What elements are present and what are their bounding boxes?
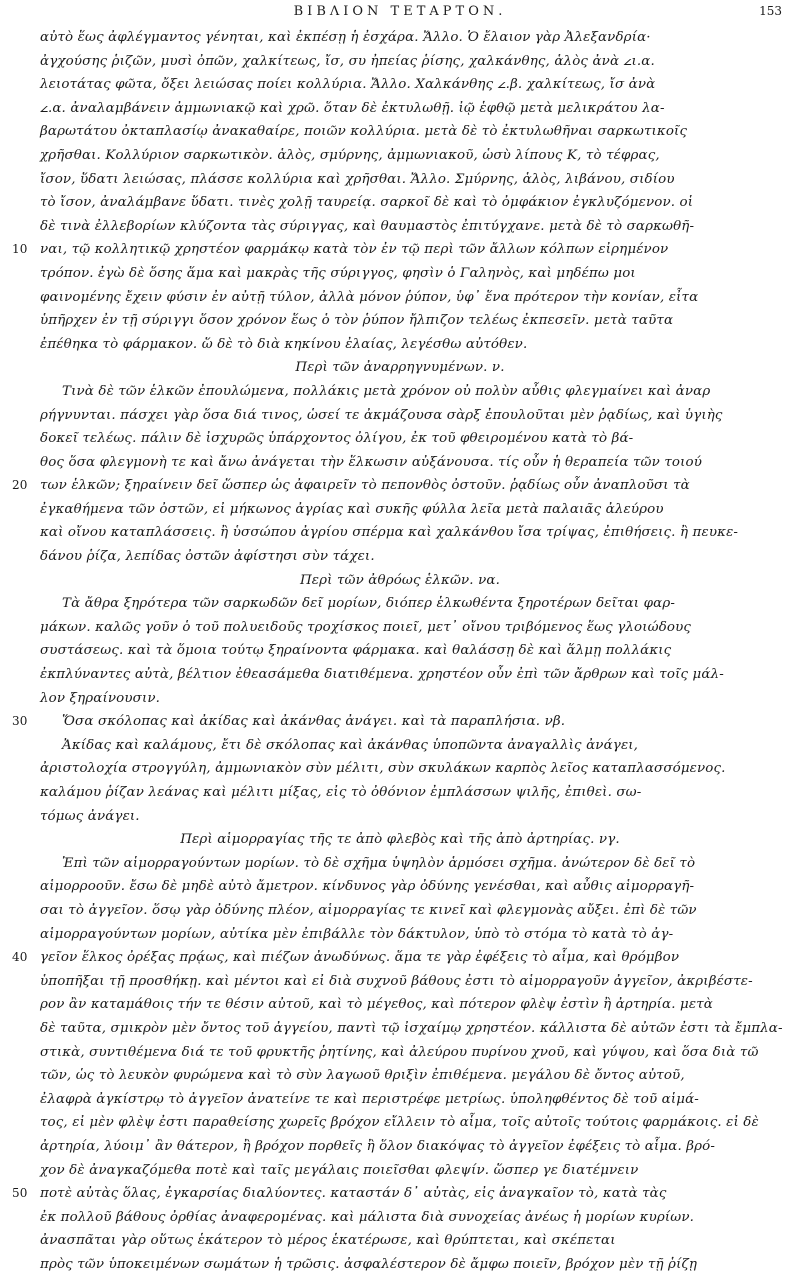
line-text: ἐπέθηκα τὸ φάρμακον. ὥ δὲ τὸ διὰ κηκίνου ἐλαίας, λεγέσθω αὐτόθεν. bbox=[40, 336, 528, 352]
text-line bbox=[40, 404, 760, 428]
text-line bbox=[40, 1041, 760, 1065]
text-line bbox=[40, 498, 760, 522]
line-text: ὑπῆρχεν ἐν τῇ σύριγγι ὅσον χρόνον ἕως ὁ τὸν ῥύπον ἤλπιζον τελέως ἐκπεσεῖν. μετὰ ταῦτα bbox=[40, 313, 674, 329]
text-line bbox=[40, 1253, 760, 1276]
line-text: ἀνασπᾶται γὰρ οὕτως ἑκάτερον τὸ μέρος ἑκατέρωσε, καὶ θρύπτεται, καὶ σκέπεται bbox=[40, 1233, 616, 1249]
line-text: Τινὰ δὲ τῶν ἑλκῶν ἐπουλώμενα, πολλάκις μετὰ χρόνον οὐ πολὺν αὖθις φλεγμαίνει καὶ ἀναρ bbox=[62, 383, 711, 399]
text-line bbox=[40, 333, 760, 357]
line-text: τρόπον. ἐγὼ δὲ ὅσης ἅμα καὶ μακρὰς τῆς σύριγγος, φησὶν ὁ Γαληνὸς, καὶ μηδέπω μοι bbox=[40, 265, 636, 281]
line-text: ἐκπλύναντες αὐτὰ, βέλτιον ἐθεασάμεθα διατιθέμενα. χρηστέον οὖν ἐπὶ τῶν ἄρθρων καὶ τοῖς μάλ- bbox=[40, 667, 724, 683]
text-line bbox=[12, 946, 760, 970]
line-text: τῶν, ὡς τὸ λευκὸν φυρώμενα καὶ τὸ σὺν λαγωοῦ θριξὶν ἐπιθέμενα. μεγάλου δὲ ὄντος αὐτοῦ, bbox=[40, 1068, 685, 1084]
text-line bbox=[40, 663, 760, 687]
line-text: αἱμορροοῦν. ἔσω δὲ μηδὲ αὐτὸ ἄμετρον. κίνδυνος γὰρ ὀδύνης γενέσθαι, καὶ αὖθις αἱμορραγῆ- bbox=[40, 879, 695, 895]
line-text: Ὅσα σκόλοπας καὶ ἀκίδας καὶ ἀκάνθας ἀνάγει. καὶ τὰ παραπλήσια. νβ. bbox=[62, 714, 566, 730]
text-line bbox=[40, 168, 760, 192]
line-text: ἐκ πολλοῦ βάθους ὀρθίας ἀναφερομένας. καὶ μάλιστα διὰ συνοχείας ἀνέως ἡ μορίων κυρίων. bbox=[40, 1209, 695, 1225]
line-text: ἀγχούσης ῥιζῶν, μυσὶ ὀπῶν, χαλκίτεως, ἴσ, συ ἠπείας ῥίσης, χαλκάνθης, ἁλὸς ἀνὰ 𐅵ι.α. bbox=[40, 53, 655, 69]
line-text: φαινομένης ἔχειν φύσιν ἐν αὐτῇ τύλον, ἀλλὰ μόνον ῥύπον, ὑφ᾽ ἕνα πρότερον τὴν κονίαν, εἶτα bbox=[40, 289, 699, 305]
line-text: χρῆσθαι. Κολλύριον σαρκωτικὸν. ἁλὸς, σμύρνης, ἀμμωνιακοῦ, ὡσὺ λίπους Κ, τὸ τέφρας, bbox=[40, 147, 660, 163]
section-heading bbox=[40, 569, 760, 593]
line-text: ἀριστολοχία στρογγύλη, ἀμμωνιακὸν σὺν μέλιτι, σὺν σκυλάκων καρπὸς λεῖος καταπλασσόμενος. bbox=[40, 761, 726, 777]
text-line bbox=[40, 97, 760, 121]
text-line bbox=[40, 50, 760, 74]
text-line bbox=[40, 451, 760, 475]
line-text: γεῖον ἕλκος ὀρέξας πρᾴως, καὶ πιέζων ἀνωδύνως. ἅμα τε γὰρ ἐφέξεις τὸ αἷμα, καὶ θρόμβον bbox=[40, 950, 680, 966]
running-title: ΒΙΒΛΙΟΝ ΤΕΤΑΡΤΟΝ. bbox=[293, 4, 507, 19]
text-line bbox=[40, 215, 760, 239]
text-line bbox=[12, 710, 760, 734]
line-text: λον ξηραίνουσιν. bbox=[40, 690, 161, 706]
line-text: καλάμου ῥίζαν λεάνας καὶ μέλιτι μίξας, εἰς τὸ ὀθόνιον ἐμπλάσσων ψιλῆς, ἐπιθεὶ. σω- bbox=[40, 785, 642, 800]
line-text: τὸ ἴσον, ἀναλάμβανε ὕδατι. τινὲς χολῇ ταυρείᾳ. σαρκοῖ δὲ καὶ τὸ ὀμφάκιον ἐγκλυζόμενον. οἱ bbox=[40, 195, 694, 211]
text-line bbox=[40, 899, 760, 923]
text-line bbox=[40, 639, 760, 663]
line-text: Περὶ τῶν ἀναρρηγνυμένων. ν. bbox=[295, 360, 505, 376]
text-line bbox=[40, 380, 760, 404]
text-line bbox=[40, 262, 760, 286]
text-line bbox=[40, 616, 760, 640]
line-text: Περὶ αἱμορραγίας τῆς τε ἀπὸ φλεβὸς καὶ τῆς ἀπὸ ἀρτηρίας. νγ. bbox=[180, 832, 620, 848]
line-text: ἐλαφρὰ ἀγκίστρῳ τὸ ἀγγεῖον ἀνατείνε τε καὶ περιστρέφε μετρίως. ὑποληφθέντος δὲ τοῦ αἱμά- bbox=[40, 1091, 699, 1107]
text-line bbox=[40, 970, 760, 994]
text-line bbox=[40, 592, 760, 616]
text-line bbox=[40, 734, 760, 758]
text-line bbox=[40, 1111, 760, 1135]
line-text: τος, εἰ μὲν φλὲψ ἐστι παραθείσης χωρεῖς βρόχον εἴλλειν τὸ αἷμα, τοῖς αὐτοῖς τούτοις φαρμάκοις. εἰ δὲ bbox=[40, 1115, 759, 1131]
text-line bbox=[40, 781, 760, 805]
line-text: Ἀκίδας καὶ καλάμους, ἔτι δὲ σκόλοπας καὶ ἀκάνθας ὑποπῶντα ἀναγαλλὶς ἀνάγει, bbox=[62, 737, 639, 753]
text-line bbox=[12, 238, 760, 262]
line-text: Ἐπὶ τῶν αἱμορραγούντων μορίων. τὸ δὲ σχῆμα ὑψηλὸν ἁρμόσει σχῆμα. ἀνώτερον δὲ δεῖ τὸ bbox=[62, 855, 696, 871]
line-text: μάκων. καλῶς γοῦν ὁ τοῦ πολυειδοῦς τροχίσκος ποιεῖ, μετ᾽ οἴνου τριβόμενος ἕως γλοιώδους bbox=[40, 619, 692, 635]
line-text: συστάσεως. καὶ τὰ ὅμοια τούτῳ ξηραίνοντα φάρμακα. καὶ θαλάσσῃ δὲ καὶ ἅλμῃ πολλάκις bbox=[40, 643, 672, 659]
line-text: σαι τὸ ἀγγεῖον. ὅσῳ γὰρ ὀδύνης πλέον, αἱμορραγίας τε κινεῖ καὶ φλεγμονὰς αὔξει. ἐπὶ δὲ τῶν bbox=[40, 902, 697, 918]
text-line bbox=[40, 875, 760, 899]
line-text: καὶ οἴνου καταπλάσσεις. ἢ ὑσσώπου ἀγρίου σπέρμα καὶ χαλκάνθου ἴσα τρίψας, ἐπιθήσεις. ἢ πευκε- bbox=[40, 525, 739, 541]
text-line bbox=[40, 1088, 760, 1112]
text-line bbox=[40, 120, 760, 144]
text-line bbox=[40, 923, 760, 947]
section-heading bbox=[40, 356, 760, 380]
line-text: 𐅵.α. ἀναλαμβάνειν ἀμμωνιακῷ καὶ χρῶ. ὅταν δὲ ἐκτυλωθῇ. ἰῷ ἑφθῷ μετὰ μελικράτου λα- bbox=[40, 100, 665, 116]
line-text: αὐτὸ ἕως ἀφλέγμαντος γένηται, καὶ ἐκπέσῃ ἡ ἐσχάρα. Ἄλλο. Ὁ ἔλαιον γὰρ Ἀλεξανδρία· bbox=[40, 30, 651, 45]
text-line bbox=[40, 286, 760, 310]
text-line bbox=[12, 1182, 760, 1206]
line-text: ὑποπῆξαι τῇ προσθήκῃ. καὶ μέντοι καὶ εἰ διὰ συχνοῦ βάθους ἐστι τὸ αἱμορραγοῦν ἀγγεῖον, ἀκριβέστε- bbox=[40, 973, 753, 989]
text-line bbox=[40, 687, 760, 711]
line-text: ἀρτηρία, λύοιμ᾽ ἂν θάτερον, ἢ βρόχον πορθεῖς ἢ ὅλον διακόψας τὸ ἀγγεῖον ἐφέξεις τὸ αἷμα. βρό- bbox=[40, 1138, 716, 1154]
text-line bbox=[40, 73, 760, 97]
text-line bbox=[40, 852, 760, 876]
line-text: αἱμορραγούντων μορίων, αὐτίκα μὲν ἐπιβάλλε τὸν δάκτυλον, ὑπὸ τὸ στόμα τὸ κατὰ τὸ ἀγ- bbox=[40, 926, 674, 942]
text-line bbox=[12, 474, 760, 498]
line-text: βαρωτάτου ὀκταπλασίῳ ἀνακαθαίρε, ποιῶν κολλύρια. μετὰ δὲ τὸ ἐκτυλωθῆναι σαρκωτικοῖς bbox=[40, 124, 688, 140]
line-text: λειοτάτας φῶτα, ὄξει λειώσας ποίει κολλύρια. Ἄλλο. Χαλκάνθης 𐅵.β. χαλκίτεως, ἴσ ἀνὰ bbox=[40, 77, 656, 93]
text-line bbox=[40, 521, 760, 545]
text-line bbox=[40, 1206, 760, 1230]
line-text: ρον ἂν καταμάθοις τήν τε θέσιν αὐτοῦ, καὶ τὸ μέγεθος, καὶ πότερον φλὲψ ἐστὶν ἢ ἀρτηρία. μετὰ bbox=[40, 997, 713, 1013]
margin-line-number: 20 bbox=[12, 478, 28, 493]
line-text: δοκεῖ τελέως. πάλιν δὲ ἰσχυρῶς ὑπάρχοντος ὀλίγου, ἐκ τοῦ φθειρομένου κατὰ τὸ βά- bbox=[40, 431, 634, 447]
text-line bbox=[40, 309, 760, 333]
line-text: ἐγκαθήμενα τῶν ὀστῶν, εἰ μήκωνος ἀγρίας καὶ συκῆς φύλλα λεῖα μετὰ παλαιᾶς ἀλεύρου bbox=[40, 501, 664, 517]
line-text: στικὰ, συντιθέμενα διά τε τοῦ φρυκτῆς ῥητίνης, καὶ ἀλεύρου πυρίνου χνοῦ, καὶ γύψου, καὶ ὅσα διὰ τῶ bbox=[40, 1044, 759, 1060]
text-line bbox=[40, 993, 760, 1017]
text-line bbox=[40, 1135, 760, 1159]
text-line bbox=[40, 1017, 783, 1041]
margin-line-number: 50 bbox=[12, 1186, 28, 1201]
line-text: ποτὲ αὐτὰς ὅλας, ἐγκαρσίας διαλύοντες. καταστάν δ᾽ αὐτὰς, εἰς ἀναγκαῖον τὸ, κατὰ τὰς bbox=[40, 1186, 667, 1202]
line-text: πρὸς τῶν ὑποκειμένων σωμάτων ἡ τρῶσις. ἀσφαλέστερον δὲ ἄμφω ποιεῖν, βρόχον μὲν τῇ ῥίζῃ bbox=[40, 1256, 698, 1272]
line-text: ρήγνυνται. πάσχει γὰρ ὅσα διά τινος, ὡσεί τε ἀκμάζουσα σὰρξ ἐπουλοῦται μὲν ῥᾳδίως, καὶ ὑγιὴς bbox=[40, 407, 723, 423]
text-line bbox=[40, 1064, 760, 1088]
text-line bbox=[40, 1159, 760, 1183]
text-line bbox=[40, 805, 760, 829]
text-line bbox=[40, 144, 760, 168]
body-text bbox=[12, 26, 783, 1276]
line-text: των ἑλκῶν; ξηραίνειν δεῖ ὥσπερ ὡς ἀφαιρεῖν τὸ πεπονθὸς ὀστοῦν. ῥᾳδίως οὖν ἀναπλοῦσι τὰ bbox=[40, 478, 690, 494]
text-line bbox=[40, 26, 760, 50]
margin-line-number: 30 bbox=[12, 714, 28, 729]
text-line bbox=[40, 545, 760, 569]
line-text: δὲ ταῦτα, σμικρὸν μὲν ὄντος τοῦ ἀγγείου, παντὶ τῷ ἰσχαίμῳ χρηστέον. κάλλιστα δὲ αὐτῶν ἐστι τὰ ἔμπλα- bbox=[40, 1020, 783, 1036]
line-text: ἴσον, ὕδατι λειώσας, πλάσσε κολλύρια καὶ χρῆσθαι. Ἄλλο. Σμύρνης, ἁλὸς, λιβάνου, σιδίου bbox=[40, 171, 675, 187]
line-text: θος ὅσα φλεγμονὴ τε καὶ ἄνω ἀνάγεται τὴν ἕλκωσιν αὐξάνουσα. τίς οὖν ἡ θεραπεία τῶν τοιού bbox=[40, 454, 702, 470]
margin-line-number: 40 bbox=[12, 950, 28, 965]
text-line bbox=[40, 1229, 760, 1253]
section-heading bbox=[40, 828, 760, 852]
page-number: 153 bbox=[759, 4, 782, 18]
margin-line-number: 10 bbox=[12, 242, 28, 257]
line-text: τόμως ἀνάγει. bbox=[40, 808, 140, 824]
text-line bbox=[40, 427, 760, 451]
line-text: ναι, τῷ κολλητικῷ χρηστέον φαρμάκῳ κατὰ τὸν ἐν τῷ περὶ τῶν ἄλλων κόλπων εἰρημένον bbox=[40, 242, 669, 258]
line-text: Τὰ ἄθρα ξηρότερα τῶν σαρκωδῶν δεῖ μορίων, διόπερ ἑλκωθέντα ξηροτέρων δεῖται φαρ- bbox=[62, 596, 676, 612]
line-text: δάνου ῥίζα, λεπίδας ὀστῶν ἀφίστησι σὺν τάχει. bbox=[40, 549, 375, 565]
line-text: δὲ τινὰ ἐλλεβορίων κλύζοντα τὰς σύριγγας, καὶ θαυμαστὸς ἐπιτύγχανε. μετὰ δὲ τὸ σαρκωθῆ- bbox=[40, 218, 695, 234]
line-text: Περὶ τῶν ἀθρόως ἑλκῶν. να. bbox=[299, 572, 501, 588]
line-text: χον δὲ ἀναγκαζόμεθα ποτὲ καὶ ταῖς μεγάλαις ποιεῖσθαι φλεψίν. ὥσπερ γε διατέμνειν bbox=[40, 1162, 639, 1178]
text-line bbox=[40, 757, 760, 781]
text-line bbox=[40, 191, 760, 215]
